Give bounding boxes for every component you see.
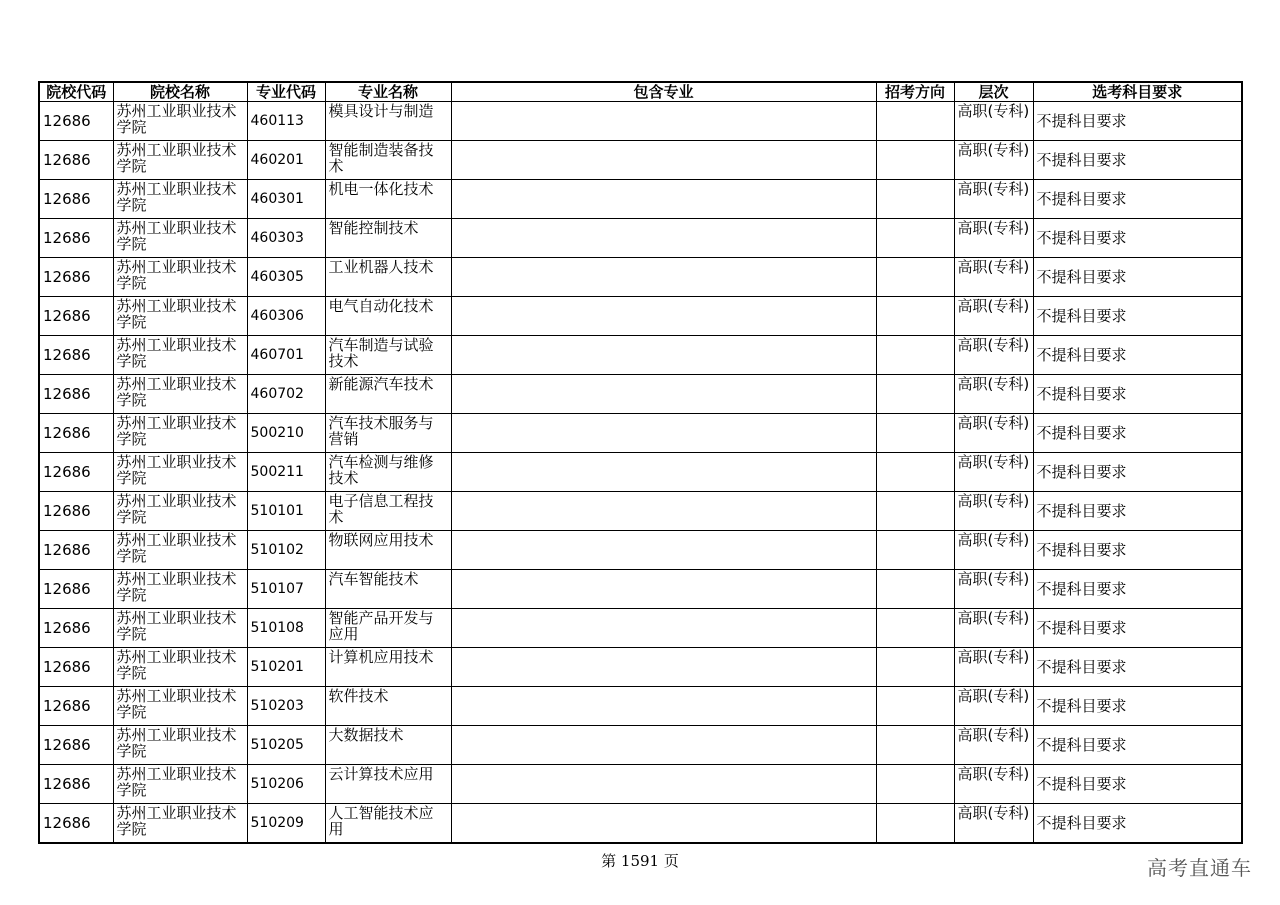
table-row bbox=[39, 375, 1242, 414]
header-school-code: 院校代码 bbox=[39, 82, 113, 102]
school-name-cell: 苏州工业职业技术学院 bbox=[113, 102, 247, 141]
school-code-cell: 12686 bbox=[39, 258, 113, 297]
school-name-cell: 苏州工业职业技术学院 bbox=[113, 570, 247, 609]
table-row bbox=[39, 336, 1242, 375]
direction-cell bbox=[876, 804, 954, 844]
major-code-cell: 510108 bbox=[247, 609, 325, 648]
school-name-cell: 苏州工业职业技术学院 bbox=[113, 687, 247, 726]
watermark: 高考直通车 bbox=[1147, 856, 1252, 880]
major-name-cell: 智能控制技术 bbox=[325, 219, 451, 258]
major-name-cell: 计算机应用技术 bbox=[325, 648, 451, 687]
major-name-cell: 新能源汽车技术 bbox=[325, 375, 451, 414]
level-cell: 高职(专科) bbox=[954, 141, 1033, 180]
major-code-cell: 510206 bbox=[247, 765, 325, 804]
table-row bbox=[39, 609, 1242, 648]
subject-requirement-cell: 不提科目要求 bbox=[1033, 492, 1242, 531]
included-majors-cell bbox=[451, 609, 876, 648]
school-code-cell: 12686 bbox=[39, 336, 113, 375]
table-row bbox=[39, 453, 1242, 492]
table-row bbox=[39, 414, 1242, 453]
direction-cell bbox=[876, 687, 954, 726]
subject-requirement-cell: 不提科目要求 bbox=[1033, 375, 1242, 414]
subject-requirement-cell: 不提科目要求 bbox=[1033, 531, 1242, 570]
subject-requirement-cell: 不提科目要求 bbox=[1033, 765, 1242, 804]
major-name-cell: 电子信息工程技术 bbox=[325, 492, 451, 531]
level-cell: 高职(专科) bbox=[954, 765, 1033, 804]
level-cell: 高职(专科) bbox=[954, 258, 1033, 297]
direction-cell bbox=[876, 180, 954, 219]
major-name-cell: 云计算技术应用 bbox=[325, 765, 451, 804]
school-code-cell: 12686 bbox=[39, 375, 113, 414]
major-name-cell: 汽车制造与试验技术 bbox=[325, 336, 451, 375]
major-name-cell: 大数据技术 bbox=[325, 726, 451, 765]
level-cell: 高职(专科) bbox=[954, 804, 1033, 844]
table-row bbox=[39, 141, 1242, 180]
school-name-cell: 苏州工业职业技术学院 bbox=[113, 726, 247, 765]
school-code-cell: 12686 bbox=[39, 648, 113, 687]
level-cell: 高职(专科) bbox=[954, 492, 1033, 531]
table-row bbox=[39, 297, 1242, 336]
direction-cell bbox=[876, 453, 954, 492]
header-direction: 招考方向 bbox=[876, 82, 954, 102]
direction-cell bbox=[876, 726, 954, 765]
school-name-cell: 苏州工业职业技术学院 bbox=[113, 258, 247, 297]
major-name-cell: 电气自动化技术 bbox=[325, 297, 451, 336]
direction-cell bbox=[876, 570, 954, 609]
major-name-cell: 机电一体化技术 bbox=[325, 180, 451, 219]
level-cell: 高职(专科) bbox=[954, 648, 1033, 687]
included-majors-cell bbox=[451, 375, 876, 414]
level-cell: 高职(专科) bbox=[954, 453, 1033, 492]
school-name-cell: 苏州工业职业技术学院 bbox=[113, 375, 247, 414]
level-cell: 高职(专科) bbox=[954, 180, 1033, 219]
included-majors-cell bbox=[451, 453, 876, 492]
included-majors-cell bbox=[451, 765, 876, 804]
major-name-cell: 汽车智能技术 bbox=[325, 570, 451, 609]
major-name-cell: 汽车检测与维修技术 bbox=[325, 453, 451, 492]
level-cell: 高职(专科) bbox=[954, 609, 1033, 648]
major-code-cell: 460306 bbox=[247, 297, 325, 336]
major-name-cell: 工业机器人技术 bbox=[325, 258, 451, 297]
table-row bbox=[39, 531, 1242, 570]
subject-requirement-cell: 不提科目要求 bbox=[1033, 648, 1242, 687]
school-code-cell: 12686 bbox=[39, 570, 113, 609]
direction-cell bbox=[876, 102, 954, 141]
major-name-cell: 汽车技术服务与营销 bbox=[325, 414, 451, 453]
school-name-cell: 苏州工业职业技术学院 bbox=[113, 765, 247, 804]
major-code-cell: 460303 bbox=[247, 219, 325, 258]
school-name-cell: 苏州工业职业技术学院 bbox=[113, 453, 247, 492]
subject-requirement-cell: 不提科目要求 bbox=[1033, 414, 1242, 453]
major-name-cell: 智能产品开发与应用 bbox=[325, 609, 451, 648]
direction-cell bbox=[876, 219, 954, 258]
subject-requirement-cell: 不提科目要求 bbox=[1033, 570, 1242, 609]
included-majors-cell bbox=[451, 804, 876, 844]
school-code-cell: 12686 bbox=[39, 531, 113, 570]
table-header-row bbox=[39, 82, 1242, 102]
header-level: 层次 bbox=[954, 82, 1033, 102]
included-majors-cell bbox=[451, 531, 876, 570]
major-name-cell: 软件技术 bbox=[325, 687, 451, 726]
school-name-cell: 苏州工业职业技术学院 bbox=[113, 219, 247, 258]
subject-requirement-cell: 不提科目要求 bbox=[1033, 297, 1242, 336]
subject-requirement-cell: 不提科目要求 bbox=[1033, 687, 1242, 726]
major-code-cell: 460201 bbox=[247, 141, 325, 180]
direction-cell bbox=[876, 414, 954, 453]
school-code-cell: 12686 bbox=[39, 609, 113, 648]
subject-requirement-cell: 不提科目要求 bbox=[1033, 219, 1242, 258]
table-row bbox=[39, 648, 1242, 687]
included-majors-cell bbox=[451, 258, 876, 297]
major-code-cell: 510107 bbox=[247, 570, 325, 609]
admissions-table bbox=[38, 81, 1243, 844]
included-majors-cell bbox=[451, 726, 876, 765]
level-cell: 高职(专科) bbox=[954, 219, 1033, 258]
school-code-cell: 12686 bbox=[39, 765, 113, 804]
major-code-cell: 510102 bbox=[247, 531, 325, 570]
subject-requirement-cell: 不提科目要求 bbox=[1033, 726, 1242, 765]
included-majors-cell bbox=[451, 180, 876, 219]
included-majors-cell bbox=[451, 492, 876, 531]
major-code-cell: 500210 bbox=[247, 414, 325, 453]
school-name-cell: 苏州工业职业技术学院 bbox=[113, 531, 247, 570]
direction-cell bbox=[876, 336, 954, 375]
major-name-cell: 智能制造装备技术 bbox=[325, 141, 451, 180]
school-code-cell: 12686 bbox=[39, 687, 113, 726]
major-code-cell: 460301 bbox=[247, 180, 325, 219]
included-majors-cell bbox=[451, 141, 876, 180]
direction-cell bbox=[876, 375, 954, 414]
page-number: 第 1591 页 bbox=[601, 852, 679, 870]
school-code-cell: 12686 bbox=[39, 180, 113, 219]
header-subject-requirement: 选考科目要求 bbox=[1033, 82, 1242, 102]
subject-requirement-cell: 不提科目要求 bbox=[1033, 336, 1242, 375]
included-majors-cell bbox=[451, 687, 876, 726]
school-code-cell: 12686 bbox=[39, 726, 113, 765]
school-code-cell: 12686 bbox=[39, 102, 113, 141]
header-school-name: 院校名称 bbox=[113, 82, 247, 102]
included-majors-cell bbox=[451, 297, 876, 336]
major-code-cell: 510209 bbox=[247, 804, 325, 844]
major-code-cell: 500211 bbox=[247, 453, 325, 492]
school-code-cell: 12686 bbox=[39, 297, 113, 336]
school-code-cell: 12686 bbox=[39, 414, 113, 453]
table-row bbox=[39, 219, 1242, 258]
subject-requirement-cell: 不提科目要求 bbox=[1033, 258, 1242, 297]
header-included-majors: 包含专业 bbox=[451, 82, 876, 102]
school-name-cell: 苏州工业职业技术学院 bbox=[113, 297, 247, 336]
school-code-cell: 12686 bbox=[39, 219, 113, 258]
table-row bbox=[39, 102, 1242, 141]
level-cell: 高职(专科) bbox=[954, 726, 1033, 765]
major-name-cell: 模具设计与制造 bbox=[325, 102, 451, 141]
subject-requirement-cell: 不提科目要求 bbox=[1033, 453, 1242, 492]
major-name-cell: 人工智能技术应用 bbox=[325, 804, 451, 844]
school-name-cell: 苏州工业职业技术学院 bbox=[113, 609, 247, 648]
school-name-cell: 苏州工业职业技术学院 bbox=[113, 414, 247, 453]
table-row bbox=[39, 258, 1242, 297]
level-cell: 高职(专科) bbox=[954, 375, 1033, 414]
school-code-cell: 12686 bbox=[39, 453, 113, 492]
included-majors-cell bbox=[451, 336, 876, 375]
subject-requirement-cell: 不提科目要求 bbox=[1033, 102, 1242, 141]
level-cell: 高职(专科) bbox=[954, 687, 1033, 726]
subject-requirement-cell: 不提科目要求 bbox=[1033, 804, 1242, 844]
table-row bbox=[39, 570, 1242, 609]
table-row bbox=[39, 804, 1242, 844]
major-code-cell: 460113 bbox=[247, 102, 325, 141]
major-code-cell: 510201 bbox=[247, 648, 325, 687]
school-code-cell: 12686 bbox=[39, 804, 113, 844]
direction-cell bbox=[876, 531, 954, 570]
table-row bbox=[39, 180, 1242, 219]
table-row bbox=[39, 726, 1242, 765]
major-code-cell: 510203 bbox=[247, 687, 325, 726]
direction-cell bbox=[876, 648, 954, 687]
school-name-cell: 苏州工业职业技术学院 bbox=[113, 180, 247, 219]
school-name-cell: 苏州工业职业技术学院 bbox=[113, 141, 247, 180]
major-name-cell: 物联网应用技术 bbox=[325, 531, 451, 570]
table-row bbox=[39, 492, 1242, 531]
table-row bbox=[39, 687, 1242, 726]
direction-cell bbox=[876, 609, 954, 648]
included-majors-cell bbox=[451, 102, 876, 141]
level-cell: 高职(专科) bbox=[954, 414, 1033, 453]
direction-cell bbox=[876, 258, 954, 297]
direction-cell bbox=[876, 765, 954, 804]
major-code-cell: 460701 bbox=[247, 336, 325, 375]
school-name-cell: 苏州工业职业技术学院 bbox=[113, 492, 247, 531]
included-majors-cell bbox=[451, 414, 876, 453]
level-cell: 高职(专科) bbox=[954, 297, 1033, 336]
level-cell: 高职(专科) bbox=[954, 570, 1033, 609]
direction-cell bbox=[876, 492, 954, 531]
level-cell: 高职(专科) bbox=[954, 531, 1033, 570]
included-majors-cell bbox=[451, 219, 876, 258]
subject-requirement-cell: 不提科目要求 bbox=[1033, 180, 1242, 219]
included-majors-cell bbox=[451, 570, 876, 609]
table-row bbox=[39, 765, 1242, 804]
level-cell: 高职(专科) bbox=[954, 102, 1033, 141]
school-code-cell: 12686 bbox=[39, 141, 113, 180]
major-code-cell: 460305 bbox=[247, 258, 325, 297]
subject-requirement-cell: 不提科目要求 bbox=[1033, 141, 1242, 180]
header-major-code: 专业代码 bbox=[247, 82, 325, 102]
direction-cell bbox=[876, 297, 954, 336]
included-majors-cell bbox=[451, 648, 876, 687]
table-body bbox=[39, 102, 1242, 844]
level-cell: 高职(专科) bbox=[954, 336, 1033, 375]
major-code-cell: 460702 bbox=[247, 375, 325, 414]
school-name-cell: 苏州工业职业技术学院 bbox=[113, 804, 247, 844]
school-name-cell: 苏州工业职业技术学院 bbox=[113, 336, 247, 375]
school-code-cell: 12686 bbox=[39, 492, 113, 531]
school-name-cell: 苏州工业职业技术学院 bbox=[113, 648, 247, 687]
major-code-cell: 510101 bbox=[247, 492, 325, 531]
subject-requirement-cell: 不提科目要求 bbox=[1033, 609, 1242, 648]
direction-cell bbox=[876, 141, 954, 180]
header-major-name: 专业名称 bbox=[325, 82, 451, 102]
major-code-cell: 510205 bbox=[247, 726, 325, 765]
